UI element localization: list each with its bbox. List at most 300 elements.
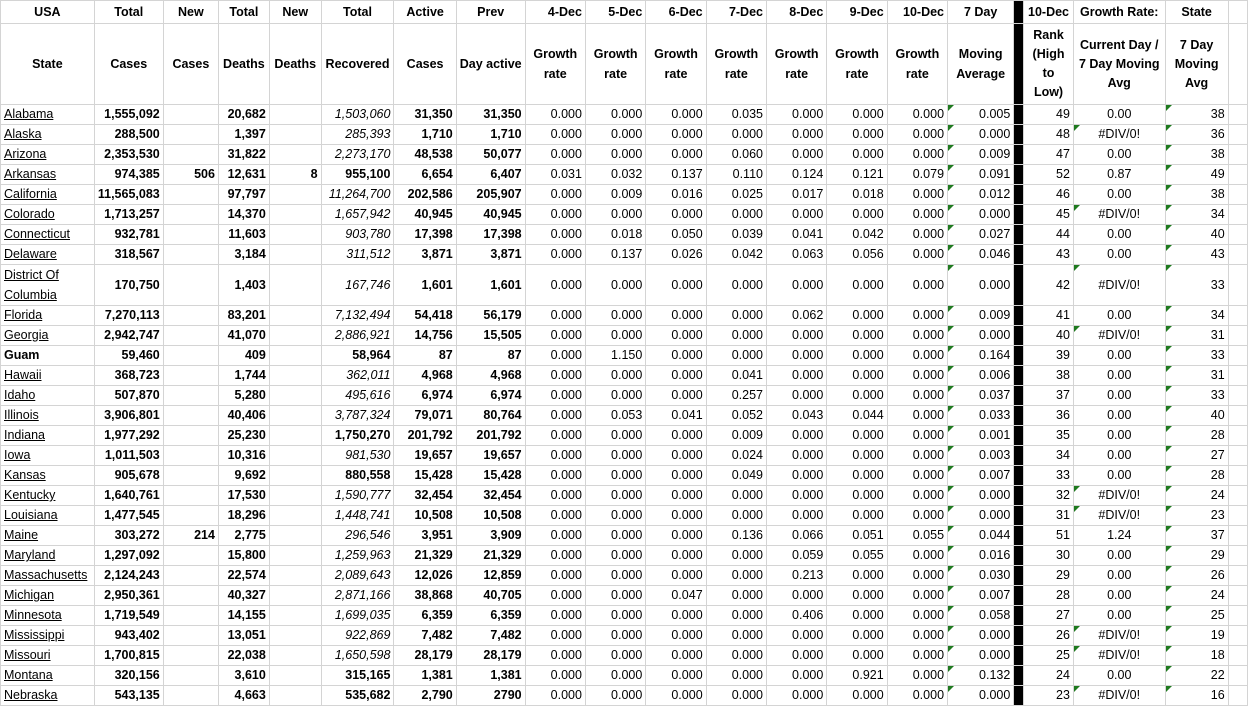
state-link[interactable]: Arizona bbox=[4, 147, 47, 161]
prev-day-active-cell[interactable]: 17,398 bbox=[456, 225, 525, 245]
growth-rate-cell[interactable]: 1.150 bbox=[585, 346, 645, 366]
growth-rate-cell[interactable]: 0.000 bbox=[585, 265, 645, 306]
state-name-cell[interactable] bbox=[1, 606, 95, 626]
new-cases-cell[interactable] bbox=[163, 306, 218, 326]
growth-rate-cell[interactable]: 0.051 bbox=[827, 526, 887, 546]
state-link[interactable]: Michigan bbox=[4, 588, 55, 602]
new-deaths-cell[interactable] bbox=[269, 386, 321, 406]
state-name-cell[interactable] bbox=[1, 546, 95, 566]
state-link[interactable]: Alaska bbox=[4, 127, 42, 141]
empty-cell[interactable] bbox=[1228, 346, 1247, 366]
growth-rate-cell[interactable]: 0.000 bbox=[827, 446, 887, 466]
rank-cell[interactable]: 43 bbox=[1024, 245, 1074, 265]
state-7day-avg-cell[interactable]: 31 bbox=[1165, 366, 1228, 386]
growth-rate-cell[interactable]: 0.000 bbox=[706, 125, 766, 145]
growth-rate-cell[interactable]: 0.000 bbox=[646, 125, 706, 145]
empty-cell[interactable] bbox=[1228, 386, 1247, 406]
recovered-cell[interactable]: 167,746 bbox=[321, 265, 394, 306]
growth-ratio-cell[interactable]: #DIV/0! bbox=[1073, 626, 1165, 646]
moving-average-cell[interactable]: 0.027 bbox=[948, 225, 1014, 245]
growth-rate-cell[interactable]: 0.041 bbox=[766, 225, 826, 245]
header-growth-rate[interactable]: Growth rate bbox=[827, 24, 887, 105]
prev-day-active-cell[interactable]: 201,792 bbox=[456, 426, 525, 446]
prev-day-active-cell[interactable]: 21,329 bbox=[456, 546, 525, 566]
growth-rate-cell[interactable]: 0.000 bbox=[646, 546, 706, 566]
total-deaths-cell[interactable]: 3,184 bbox=[218, 245, 269, 265]
state-link[interactable]: California bbox=[4, 187, 57, 201]
moving-average-cell[interactable]: 0.012 bbox=[948, 185, 1014, 205]
state-7day-avg-cell[interactable]: 40 bbox=[1165, 225, 1228, 245]
growth-rate-cell[interactable]: 0.000 bbox=[766, 265, 826, 306]
growth-ratio-cell[interactable]: 0.00 bbox=[1073, 185, 1165, 205]
rank-cell[interactable]: 41 bbox=[1024, 306, 1074, 326]
total-deaths-cell[interactable]: 3,610 bbox=[218, 666, 269, 686]
growth-rate-cell[interactable]: 0.000 bbox=[706, 265, 766, 306]
total-cases-cell[interactable]: 543,135 bbox=[94, 686, 163, 706]
total-deaths-cell[interactable]: 15,800 bbox=[218, 546, 269, 566]
new-cases-cell[interactable] bbox=[163, 666, 218, 686]
growth-rate-cell[interactable]: 0.000 bbox=[827, 606, 887, 626]
state-link[interactable]: Delaware bbox=[4, 247, 57, 261]
state-7day-avg-cell[interactable]: 28 bbox=[1165, 466, 1228, 486]
growth-rate-cell[interactable]: 0.000 bbox=[887, 205, 947, 225]
active-cases-cell[interactable]: 32,454 bbox=[394, 486, 456, 506]
header-date-10dec[interactable]: 10-Dec bbox=[887, 1, 947, 24]
header-total-recovered-top[interactable]: Total bbox=[321, 1, 394, 24]
total-cases-cell[interactable]: 170,750 bbox=[94, 265, 163, 306]
growth-ratio-cell[interactable]: 0.00 bbox=[1073, 466, 1165, 486]
growth-ratio-cell[interactable]: 0.00 bbox=[1073, 366, 1165, 386]
growth-rate-cell[interactable]: 0.000 bbox=[646, 466, 706, 486]
growth-rate-cell[interactable]: 0.000 bbox=[585, 666, 645, 686]
state-name-cell[interactable] bbox=[1, 526, 95, 546]
state-7day-avg-cell[interactable]: 27 bbox=[1165, 446, 1228, 466]
growth-rate-cell[interactable]: 0.000 bbox=[706, 566, 766, 586]
total-cases-cell[interactable]: 1,713,257 bbox=[94, 205, 163, 225]
header-growth-rate[interactable]: Growth rate bbox=[887, 24, 947, 105]
new-deaths-cell[interactable] bbox=[269, 366, 321, 386]
growth-ratio-cell[interactable]: 0.00 bbox=[1073, 606, 1165, 626]
new-cases-cell[interactable] bbox=[163, 225, 218, 245]
growth-rate-cell[interactable]: 0.009 bbox=[706, 426, 766, 446]
header-state-top[interactable]: State bbox=[1165, 1, 1228, 24]
growth-rate-cell[interactable]: 0.000 bbox=[827, 486, 887, 506]
active-cases-cell[interactable]: 79,071 bbox=[394, 406, 456, 426]
state-name-cell[interactable] bbox=[1, 506, 95, 526]
moving-average-cell[interactable]: 0.000 bbox=[948, 265, 1014, 306]
growth-rate-cell[interactable]: 0.000 bbox=[525, 566, 585, 586]
growth-rate-cell[interactable]: 0.000 bbox=[887, 145, 947, 165]
state-link[interactable]: Kentucky bbox=[4, 488, 56, 502]
growth-rate-cell[interactable]: 0.000 bbox=[646, 306, 706, 326]
growth-rate-cell[interactable]: 0.000 bbox=[646, 205, 706, 225]
new-cases-cell[interactable] bbox=[163, 626, 218, 646]
growth-rate-cell[interactable]: 0.000 bbox=[766, 125, 826, 145]
state-7day-avg-cell[interactable]: 23 bbox=[1165, 506, 1228, 526]
active-cases-cell[interactable]: 15,428 bbox=[394, 466, 456, 486]
growth-rate-cell[interactable]: 0.000 bbox=[585, 626, 645, 646]
state-name-cell[interactable] bbox=[1, 125, 95, 145]
header-usa[interactable]: USA bbox=[1, 1, 95, 24]
moving-average-cell[interactable]: 0.046 bbox=[948, 245, 1014, 265]
header-moving-average[interactable]: Moving Average bbox=[948, 24, 1014, 105]
recovered-cell[interactable]: 1,657,942 bbox=[321, 205, 394, 225]
growth-rate-cell[interactable]: 0.000 bbox=[887, 466, 947, 486]
state-link[interactable]: Minnesota bbox=[4, 608, 62, 622]
moving-average-cell[interactable]: 0.003 bbox=[948, 446, 1014, 466]
growth-rate-cell[interactable]: 0.047 bbox=[646, 586, 706, 606]
growth-rate-cell[interactable]: 0.000 bbox=[646, 326, 706, 346]
state-link[interactable]: Iowa bbox=[4, 448, 31, 462]
growth-ratio-cell[interactable]: 0.00 bbox=[1073, 225, 1165, 245]
growth-ratio-cell[interactable]: 0.87 bbox=[1073, 165, 1165, 185]
state-name-cell[interactable] bbox=[1, 466, 95, 486]
recovered-cell[interactable]: 296,546 bbox=[321, 526, 394, 546]
total-deaths-cell[interactable]: 10,316 bbox=[218, 446, 269, 466]
state-name-cell[interactable] bbox=[1, 486, 95, 506]
growth-rate-cell[interactable]: 0.213 bbox=[766, 566, 826, 586]
state-link[interactable]: Montana bbox=[4, 668, 53, 682]
prev-day-active-cell[interactable]: 1,381 bbox=[456, 666, 525, 686]
state-name-cell[interactable] bbox=[1, 326, 95, 346]
growth-rate-cell[interactable]: 0.000 bbox=[887, 245, 947, 265]
empty-cell[interactable] bbox=[1228, 666, 1247, 686]
header-state-7day-avg[interactable]: 7 Day Moving Avg bbox=[1165, 24, 1228, 105]
rank-cell[interactable]: 32 bbox=[1024, 486, 1074, 506]
growth-rate-cell[interactable]: 0.000 bbox=[827, 326, 887, 346]
rank-cell[interactable]: 34 bbox=[1024, 446, 1074, 466]
growth-rate-cell[interactable]: 0.136 bbox=[706, 526, 766, 546]
total-deaths-cell[interactable]: 31,822 bbox=[218, 145, 269, 165]
recovered-cell[interactable]: 1,259,963 bbox=[321, 546, 394, 566]
growth-rate-cell[interactable]: 0.000 bbox=[646, 426, 706, 446]
rank-cell[interactable]: 37 bbox=[1024, 386, 1074, 406]
new-deaths-cell[interactable] bbox=[269, 125, 321, 145]
total-deaths-cell[interactable]: 1,403 bbox=[218, 265, 269, 306]
total-cases-cell[interactable]: 1,297,092 bbox=[94, 546, 163, 566]
state-link[interactable]: Missouri bbox=[4, 648, 51, 662]
growth-rate-cell[interactable]: 0.000 bbox=[706, 306, 766, 326]
empty-cell[interactable] bbox=[1228, 686, 1247, 706]
growth-rate-cell[interactable]: 0.000 bbox=[887, 426, 947, 446]
growth-rate-cell[interactable]: 0.000 bbox=[887, 686, 947, 706]
moving-average-cell[interactable]: 0.164 bbox=[948, 346, 1014, 366]
active-cases-cell[interactable]: 1,381 bbox=[394, 666, 456, 686]
growth-rate-cell[interactable]: 0.000 bbox=[887, 606, 947, 626]
header-current-day-ratio[interactable]: Current Day / 7 Day Moving Avg bbox=[1073, 24, 1165, 105]
growth-rate-cell[interactable]: 0.000 bbox=[887, 486, 947, 506]
growth-rate-cell[interactable]: 0.000 bbox=[887, 386, 947, 406]
active-cases-cell[interactable]: 202,586 bbox=[394, 185, 456, 205]
growth-rate-cell[interactable]: 0.000 bbox=[887, 506, 947, 526]
header-rank-top[interactable]: 10-Dec bbox=[1024, 1, 1074, 24]
new-deaths-cell[interactable] bbox=[269, 506, 321, 526]
total-cases-cell[interactable]: 2,942,747 bbox=[94, 326, 163, 346]
total-cases-cell[interactable]: 3,906,801 bbox=[94, 406, 163, 426]
empty-cell[interactable] bbox=[1228, 566, 1247, 586]
prev-day-active-cell[interactable]: 50,077 bbox=[456, 145, 525, 165]
growth-rate-cell[interactable]: 0.000 bbox=[766, 466, 826, 486]
empty-cell[interactable] bbox=[1228, 265, 1247, 306]
total-cases-cell[interactable]: 288,500 bbox=[94, 125, 163, 145]
total-deaths-cell[interactable]: 11,603 bbox=[218, 225, 269, 245]
state-name-cell[interactable] bbox=[1, 566, 95, 586]
total-deaths-cell[interactable]: 40,327 bbox=[218, 586, 269, 606]
growth-rate-cell[interactable]: 0.000 bbox=[585, 386, 645, 406]
header-active-cases[interactable]: Cases bbox=[394, 24, 456, 105]
growth-ratio-cell[interactable]: 0.00 bbox=[1073, 105, 1165, 125]
growth-rate-cell[interactable]: 0.000 bbox=[646, 626, 706, 646]
header-growth-rate[interactable]: Growth rate bbox=[766, 24, 826, 105]
state-name-cell[interactable] bbox=[1, 626, 95, 646]
growth-rate-cell[interactable]: 0.000 bbox=[766, 666, 826, 686]
growth-rate-cell[interactable]: 0.050 bbox=[646, 225, 706, 245]
growth-rate-cell[interactable]: 0.000 bbox=[525, 646, 585, 666]
total-deaths-cell[interactable]: 409 bbox=[218, 346, 269, 366]
new-cases-cell[interactable]: 214 bbox=[163, 526, 218, 546]
recovered-cell[interactable]: 311,512 bbox=[321, 245, 394, 265]
growth-rate-cell[interactable]: 0.000 bbox=[585, 205, 645, 225]
growth-rate-cell[interactable]: 0.000 bbox=[887, 626, 947, 646]
state-7day-avg-cell[interactable]: 16 bbox=[1165, 686, 1228, 706]
new-deaths-cell[interactable] bbox=[269, 526, 321, 546]
header-new-cases-top[interactable]: New bbox=[163, 1, 218, 24]
growth-rate-cell[interactable]: 0.000 bbox=[646, 265, 706, 306]
rank-cell[interactable]: 44 bbox=[1024, 225, 1074, 245]
new-cases-cell[interactable] bbox=[163, 606, 218, 626]
recovered-cell[interactable]: 7,132,494 bbox=[321, 306, 394, 326]
growth-rate-cell[interactable]: 0.000 bbox=[766, 486, 826, 506]
empty-cell[interactable] bbox=[1228, 165, 1247, 185]
growth-ratio-cell[interactable]: #DIV/0! bbox=[1073, 125, 1165, 145]
total-cases-cell[interactable]: 1,640,761 bbox=[94, 486, 163, 506]
new-deaths-cell[interactable] bbox=[269, 566, 321, 586]
prev-day-active-cell[interactable]: 3,871 bbox=[456, 245, 525, 265]
total-deaths-cell[interactable]: 12,631 bbox=[218, 165, 269, 185]
empty-cell[interactable] bbox=[1228, 225, 1247, 245]
total-deaths-cell[interactable]: 9,692 bbox=[218, 466, 269, 486]
total-cases-cell[interactable]: 1,555,092 bbox=[94, 105, 163, 125]
growth-rate-cell[interactable]: 0.000 bbox=[585, 606, 645, 626]
empty-cell[interactable] bbox=[1228, 125, 1247, 145]
recovered-cell[interactable]: 495,616 bbox=[321, 386, 394, 406]
prev-day-active-cell[interactable]: 6,407 bbox=[456, 165, 525, 185]
growth-rate-cell[interactable]: 0.000 bbox=[827, 125, 887, 145]
growth-rate-cell[interactable]: 0.000 bbox=[887, 586, 947, 606]
growth-rate-cell[interactable]: 0.000 bbox=[887, 546, 947, 566]
header-date-4dec[interactable]: 4-Dec bbox=[525, 1, 585, 24]
new-deaths-cell[interactable] bbox=[269, 326, 321, 346]
state-name-cell[interactable] bbox=[1, 646, 95, 666]
growth-ratio-cell[interactable]: 0.00 bbox=[1073, 426, 1165, 446]
growth-rate-cell[interactable]: 0.024 bbox=[706, 446, 766, 466]
empty-cell[interactable] bbox=[1228, 145, 1247, 165]
growth-rate-cell[interactable]: 0.000 bbox=[766, 366, 826, 386]
header-date-6dec[interactable]: 6-Dec bbox=[646, 1, 706, 24]
growth-rate-cell[interactable]: 0.000 bbox=[525, 446, 585, 466]
growth-rate-cell[interactable]: 0.000 bbox=[525, 205, 585, 225]
total-cases-cell[interactable]: 318,567 bbox=[94, 245, 163, 265]
growth-rate-cell[interactable]: 0.035 bbox=[706, 105, 766, 125]
new-deaths-cell[interactable] bbox=[269, 446, 321, 466]
total-deaths-cell[interactable]: 14,155 bbox=[218, 606, 269, 626]
growth-rate-cell[interactable]: 0.041 bbox=[706, 366, 766, 386]
growth-rate-cell[interactable]: 0.000 bbox=[525, 346, 585, 366]
prev-day-active-cell[interactable]: 4,968 bbox=[456, 366, 525, 386]
growth-rate-cell[interactable]: 0.000 bbox=[766, 346, 826, 366]
active-cases-cell[interactable]: 6,654 bbox=[394, 165, 456, 185]
growth-rate-cell[interactable]: 0.000 bbox=[646, 506, 706, 526]
growth-rate-cell[interactable]: 0.000 bbox=[887, 225, 947, 245]
state-link[interactable]: Massachusetts bbox=[4, 568, 88, 582]
growth-rate-cell[interactable]: 0.000 bbox=[887, 366, 947, 386]
total-cases-cell[interactable]: 368,723 bbox=[94, 366, 163, 386]
state-link[interactable]: Arkansas bbox=[4, 167, 57, 181]
growth-rate-cell[interactable]: 0.062 bbox=[766, 306, 826, 326]
state-7day-avg-cell[interactable]: 49 bbox=[1165, 165, 1228, 185]
growth-rate-cell[interactable]: 0.043 bbox=[766, 406, 826, 426]
recovered-cell[interactable]: 1,590,777 bbox=[321, 486, 394, 506]
rank-cell[interactable]: 25 bbox=[1024, 646, 1074, 666]
state-7day-avg-cell[interactable]: 19 bbox=[1165, 626, 1228, 646]
active-cases-cell[interactable]: 1,710 bbox=[394, 125, 456, 145]
state-link[interactable]: Idaho bbox=[4, 388, 36, 402]
prev-day-active-cell[interactable]: 80,764 bbox=[456, 406, 525, 426]
growth-ratio-cell[interactable]: 0.00 bbox=[1073, 306, 1165, 326]
rank-cell[interactable]: 45 bbox=[1024, 205, 1074, 225]
new-deaths-cell[interactable] bbox=[269, 486, 321, 506]
rank-cell[interactable]: 29 bbox=[1024, 566, 1074, 586]
rank-cell[interactable]: 26 bbox=[1024, 626, 1074, 646]
new-cases-cell[interactable] bbox=[163, 546, 218, 566]
prev-day-active-cell[interactable]: 10,508 bbox=[456, 506, 525, 526]
growth-rate-cell[interactable]: 0.000 bbox=[525, 125, 585, 145]
growth-rate-cell[interactable]: 0.000 bbox=[766, 506, 826, 526]
recovered-cell[interactable]: 2,871,166 bbox=[321, 586, 394, 606]
new-cases-cell[interactable] bbox=[163, 366, 218, 386]
growth-rate-cell[interactable]: 0.000 bbox=[585, 546, 645, 566]
empty-cell[interactable] bbox=[1228, 426, 1247, 446]
header-growth-rate[interactable]: Growth rate bbox=[525, 24, 585, 105]
empty-cell[interactable] bbox=[1228, 506, 1247, 526]
total-deaths-cell[interactable]: 22,574 bbox=[218, 566, 269, 586]
header-prev-top[interactable]: Prev bbox=[456, 1, 525, 24]
growth-rate-cell[interactable]: 0.000 bbox=[766, 426, 826, 446]
total-deaths-cell[interactable]: 1,744 bbox=[218, 366, 269, 386]
recovered-cell[interactable]: 1,448,741 bbox=[321, 506, 394, 526]
growth-rate-cell[interactable]: 0.000 bbox=[766, 386, 826, 406]
state-7day-avg-cell[interactable]: 43 bbox=[1165, 245, 1228, 265]
new-cases-cell[interactable] bbox=[163, 646, 218, 666]
growth-rate-cell[interactable]: 0.000 bbox=[766, 205, 826, 225]
new-cases-cell[interactable] bbox=[163, 145, 218, 165]
growth-rate-cell[interactable]: 0.000 bbox=[646, 526, 706, 546]
growth-rate-cell[interactable]: 0.000 bbox=[525, 426, 585, 446]
state-name-cell[interactable] bbox=[1, 265, 95, 306]
active-cases-cell[interactable]: 87 bbox=[394, 346, 456, 366]
state-name-cell[interactable] bbox=[1, 586, 95, 606]
growth-ratio-cell[interactable]: #DIV/0! bbox=[1073, 646, 1165, 666]
growth-rate-cell[interactable]: 0.052 bbox=[706, 406, 766, 426]
prev-day-active-cell[interactable]: 2790 bbox=[456, 686, 525, 706]
moving-average-cell[interactable]: 0.001 bbox=[948, 426, 1014, 446]
total-cases-cell[interactable]: 2,124,243 bbox=[94, 566, 163, 586]
growth-rate-cell[interactable]: 0.000 bbox=[887, 666, 947, 686]
growth-rate-cell[interactable]: 0.000 bbox=[827, 466, 887, 486]
total-deaths-cell[interactable]: 4,663 bbox=[218, 686, 269, 706]
recovered-cell[interactable]: 955,100 bbox=[321, 165, 394, 185]
empty-cell[interactable] bbox=[1228, 626, 1247, 646]
new-deaths-cell[interactable] bbox=[269, 145, 321, 165]
active-cases-cell[interactable]: 2,790 bbox=[394, 686, 456, 706]
total-deaths-cell[interactable]: 20,682 bbox=[218, 105, 269, 125]
growth-rate-cell[interactable]: 0.000 bbox=[525, 386, 585, 406]
growth-rate-cell[interactable]: 0.000 bbox=[525, 626, 585, 646]
growth-ratio-cell[interactable]: 0.00 bbox=[1073, 406, 1165, 426]
new-cases-cell[interactable]: 506 bbox=[163, 165, 218, 185]
growth-rate-cell[interactable]: 0.000 bbox=[585, 426, 645, 446]
header-new-deaths-top[interactable]: New bbox=[269, 1, 321, 24]
state-7day-avg-cell[interactable]: 31 bbox=[1165, 326, 1228, 346]
state-7day-avg-cell[interactable]: 38 bbox=[1165, 185, 1228, 205]
rank-cell[interactable]: 28 bbox=[1024, 586, 1074, 606]
growth-rate-cell[interactable]: 0.000 bbox=[525, 245, 585, 265]
new-cases-cell[interactable] bbox=[163, 346, 218, 366]
state-name-cell[interactable] bbox=[1, 245, 95, 265]
rank-cell[interactable]: 38 bbox=[1024, 366, 1074, 386]
growth-rate-cell[interactable]: 0.000 bbox=[646, 566, 706, 586]
prev-day-active-cell[interactable]: 56,179 bbox=[456, 306, 525, 326]
rank-cell[interactable]: 23 bbox=[1024, 686, 1074, 706]
growth-rate-cell[interactable]: 0.053 bbox=[585, 406, 645, 426]
growth-ratio-cell[interactable]: 0.00 bbox=[1073, 145, 1165, 165]
growth-rate-cell[interactable]: 0.000 bbox=[827, 205, 887, 225]
growth-rate-cell[interactable]: 0.009 bbox=[585, 185, 645, 205]
growth-rate-cell[interactable]: 0.000 bbox=[585, 486, 645, 506]
header-growth-rate[interactable]: Growth rate bbox=[585, 24, 645, 105]
header-new-cases[interactable]: Cases bbox=[163, 24, 218, 105]
header-total-cases[interactable]: Cases bbox=[94, 24, 163, 105]
new-cases-cell[interactable] bbox=[163, 125, 218, 145]
rank-cell[interactable]: 33 bbox=[1024, 466, 1074, 486]
new-deaths-cell[interactable] bbox=[269, 105, 321, 125]
recovered-cell[interactable]: 11,264,700 bbox=[321, 185, 394, 205]
growth-rate-cell[interactable]: 0.000 bbox=[706, 326, 766, 346]
growth-ratio-cell[interactable]: 0.00 bbox=[1073, 386, 1165, 406]
growth-ratio-cell[interactable]: 0.00 bbox=[1073, 346, 1165, 366]
empty-cell[interactable] bbox=[1228, 406, 1247, 426]
prev-day-active-cell[interactable]: 19,657 bbox=[456, 446, 525, 466]
new-deaths-cell[interactable] bbox=[269, 586, 321, 606]
growth-rate-cell[interactable]: 0.000 bbox=[646, 686, 706, 706]
header-state[interactable]: State bbox=[1, 24, 95, 105]
total-cases-cell[interactable]: 2,353,530 bbox=[94, 145, 163, 165]
growth-rate-cell[interactable]: 0.016 bbox=[646, 185, 706, 205]
moving-average-cell[interactable]: 0.037 bbox=[948, 386, 1014, 406]
growth-rate-cell[interactable]: 0.000 bbox=[525, 326, 585, 346]
growth-rate-cell[interactable]: 0.063 bbox=[766, 245, 826, 265]
state-link[interactable]: Connecticut bbox=[4, 227, 71, 241]
growth-rate-cell[interactable]: 0.000 bbox=[887, 125, 947, 145]
prev-day-active-cell[interactable]: 3,909 bbox=[456, 526, 525, 546]
prev-day-active-cell[interactable]: 87 bbox=[456, 346, 525, 366]
total-deaths-cell[interactable]: 25,230 bbox=[218, 426, 269, 446]
growth-rate-cell[interactable]: 0.000 bbox=[525, 526, 585, 546]
empty-cell[interactable] bbox=[1228, 586, 1247, 606]
total-cases-cell[interactable]: 943,402 bbox=[94, 626, 163, 646]
growth-rate-cell[interactable]: 0.000 bbox=[646, 486, 706, 506]
new-cases-cell[interactable] bbox=[163, 105, 218, 125]
